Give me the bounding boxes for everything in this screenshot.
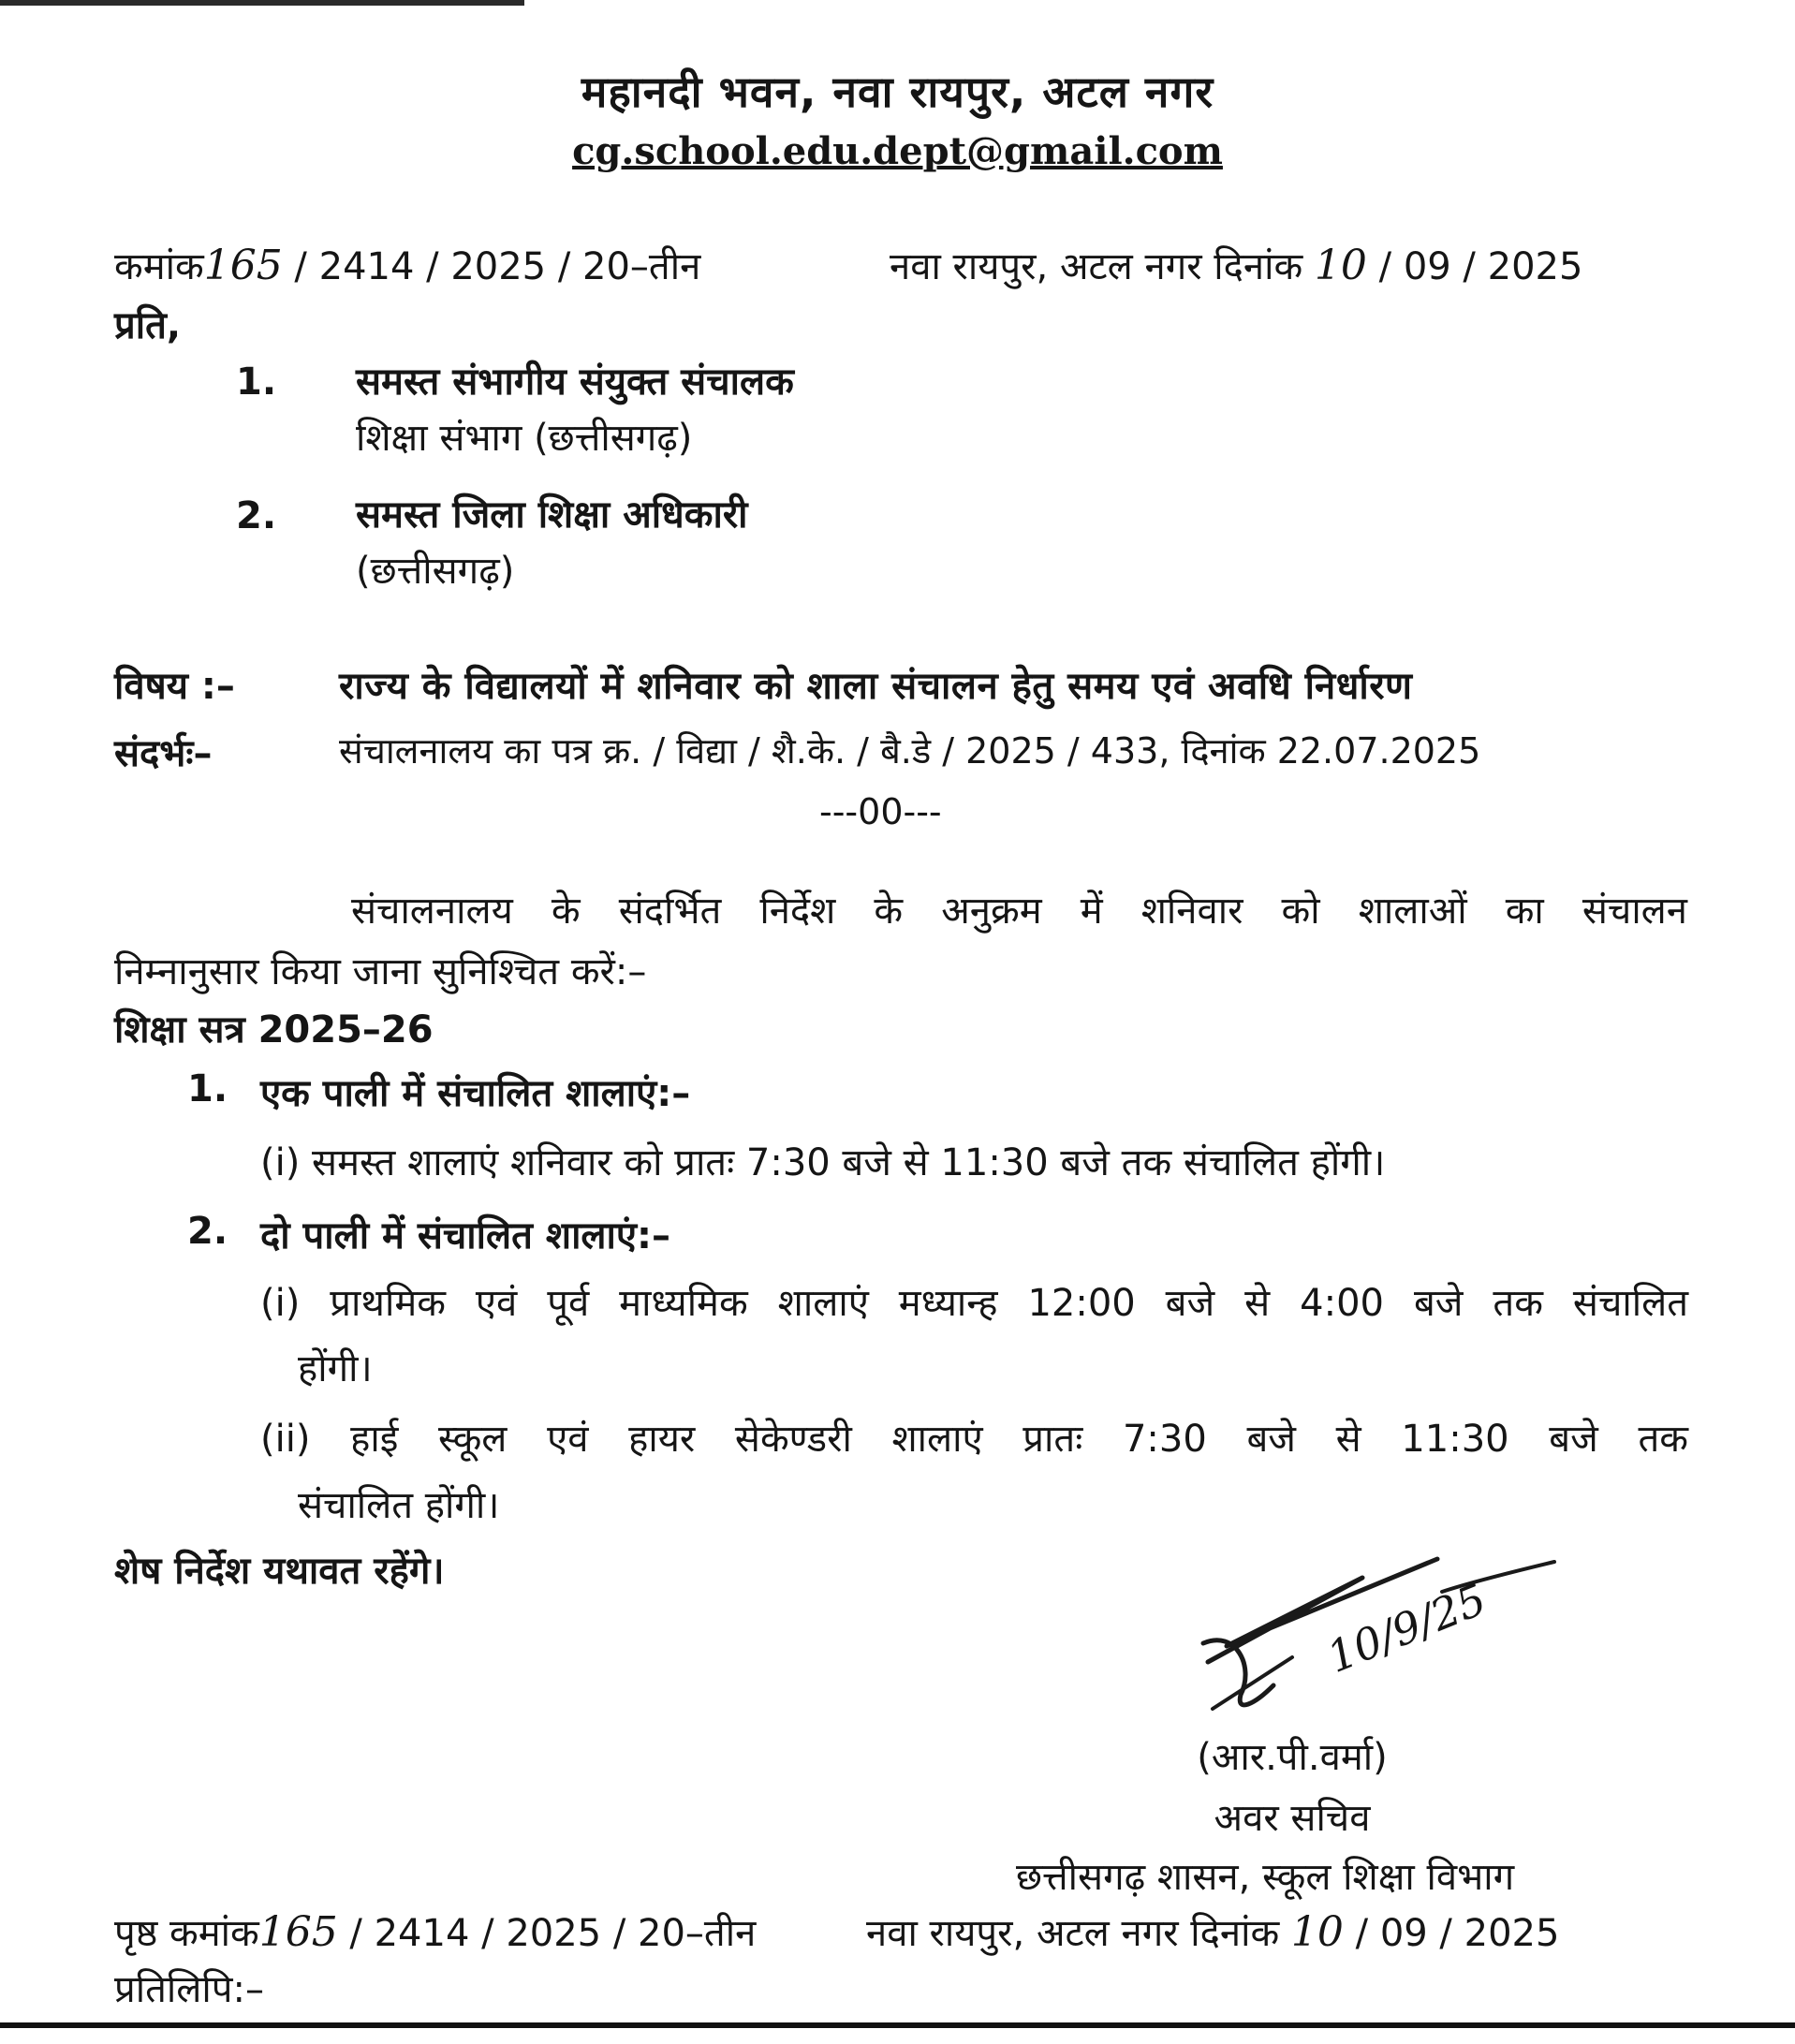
order-place-date-label: नवा रायपुर, अटल नगर दिनांक	[890, 245, 1303, 288]
office-email: cg.school.edu.dept@gmail.com	[572, 129, 1223, 173]
endorsement-place-date	[866, 1905, 1559, 1957]
intro-line-1: संचालनालय के संदर्भित निर्देश के अनुक्रम में शनिवार को शालाओं का संचालन	[351, 890, 1687, 933]
order-number-suffix: 2414 / 2025 / 20–तीन	[318, 245, 701, 288]
handwritten-endorsement-day: 10	[1290, 1908, 1344, 1956]
separator: ---00---	[819, 791, 942, 832]
endorsement-number: पृष्ठ कमांक165 / 2414 / 2025 / 20–तीन	[114, 1908, 757, 1956]
session-heading: शिक्षा सत्र 2025–26	[114, 1008, 434, 1051]
copy-to-label: प्रतिलिपि:–	[114, 1968, 264, 2011]
endorsement-number-suffix: 2414 / 2025 / 20–तीन	[374, 1912, 757, 1955]
scan-edge-bottom	[0, 2022, 1795, 2028]
intro-line-2: निम्नानुसार किया जाना सुनिश्चित करें:–	[114, 950, 647, 993]
section-2-item-ii-line1: (ii) हाई स्कूल एवं हायर सेकेण्डरी शालाएं प्रातः 7:30 बजे से 11:30 बजे तक	[260, 1418, 1688, 1461]
subject-label: विषय :–	[114, 665, 235, 708]
section-1-number: 1.	[187, 1067, 228, 1110]
order-number: कमांक165 / 2414 / 2025 / 20–तीन	[114, 242, 701, 289]
section-2-number: 2.	[187, 1210, 228, 1253]
section-2-item-i-line2: होंगी।	[298, 1347, 373, 1390]
office-address: महानदी भवन, नवा रायपुर, अटल नगर	[581, 66, 1214, 117]
recipient-1-number: 1.	[236, 360, 277, 404]
order-number-prefix: कमांक	[114, 245, 204, 288]
endorsement-date-suffix: / 09 / 2025	[1355, 1912, 1560, 1955]
signatory-name: (आर.पी.वर्मा)	[1197, 1736, 1388, 1779]
signature-date: 10/9/25	[1319, 1573, 1493, 1684]
closing-remark: शेष निर्देश यथावत रहेंगे।	[114, 1550, 445, 1593]
recipient-2-line2: (छत्तीसगढ़)	[356, 550, 515, 593]
recipient-2-number: 2.	[236, 494, 277, 537]
recipient-1-line1: समस्त संभागीय संयुक्त संचालक	[356, 360, 794, 404]
order-place-date	[890, 239, 1582, 290]
reference-label: संदर्भः–	[114, 732, 213, 775]
signatory-department: छत्तीसगढ़ शासन, स्कूल शिक्षा विभाग	[1016, 1856, 1515, 1899]
scan-edge-top	[0, 0, 524, 6]
section-2-title: दो पाली में संचालित शालाएं:–	[260, 1214, 671, 1257]
endorsement-number-prefix: पृष्ठ कमांक	[114, 1912, 259, 1955]
handwritten-endorsement-number: 165	[258, 1908, 338, 1956]
recipient-1-line2: शिक्षा संभाग (छत्तीसगढ़)	[356, 417, 693, 460]
section-1-item-i: (i) समस्त शालाएं शनिवार को प्रातः 7:30 बजे से 11:30 बजे तक संचालित होंगी।	[260, 1141, 1386, 1184]
endorsement-place-date-label: नवा रायपुर, अटल नगर दिनांक	[866, 1912, 1280, 1955]
subject-text: राज्य के विद्यालयों में शनिवार को शाला संचालन हेतु समय एवं अवधि निर्धारण	[339, 665, 1413, 708]
section-1-title: एक पाली में संचालित शालाएं:–	[260, 1072, 691, 1115]
signatory-designation: अवर सचिव	[1214, 1797, 1371, 1840]
reference-text: संचालनालय का पत्र क्र. / विद्या / शै.के. / बै.डे / 2025 / 433, दिनांक 22.07.2025	[339, 730, 1481, 772]
order-date-suffix: / 09 / 2025	[1378, 245, 1583, 288]
section-2-item-ii-line2: संचालित होंगी।	[298, 1484, 500, 1527]
section-2-item-i-line1: (i) प्राथमिक एवं पूर्व माध्यमिक शालाएं मध्यान्ह 12:00 बजे से 4:00 बजे तक संचालित	[260, 1282, 1688, 1325]
recipient-2-line1: समस्त जिला शिक्षा अधिकारी	[356, 493, 748, 537]
to-label: प्रति,	[114, 304, 182, 347]
handwritten-order-number: 165	[203, 242, 283, 289]
handwritten-order-day: 10	[1314, 242, 1367, 289]
